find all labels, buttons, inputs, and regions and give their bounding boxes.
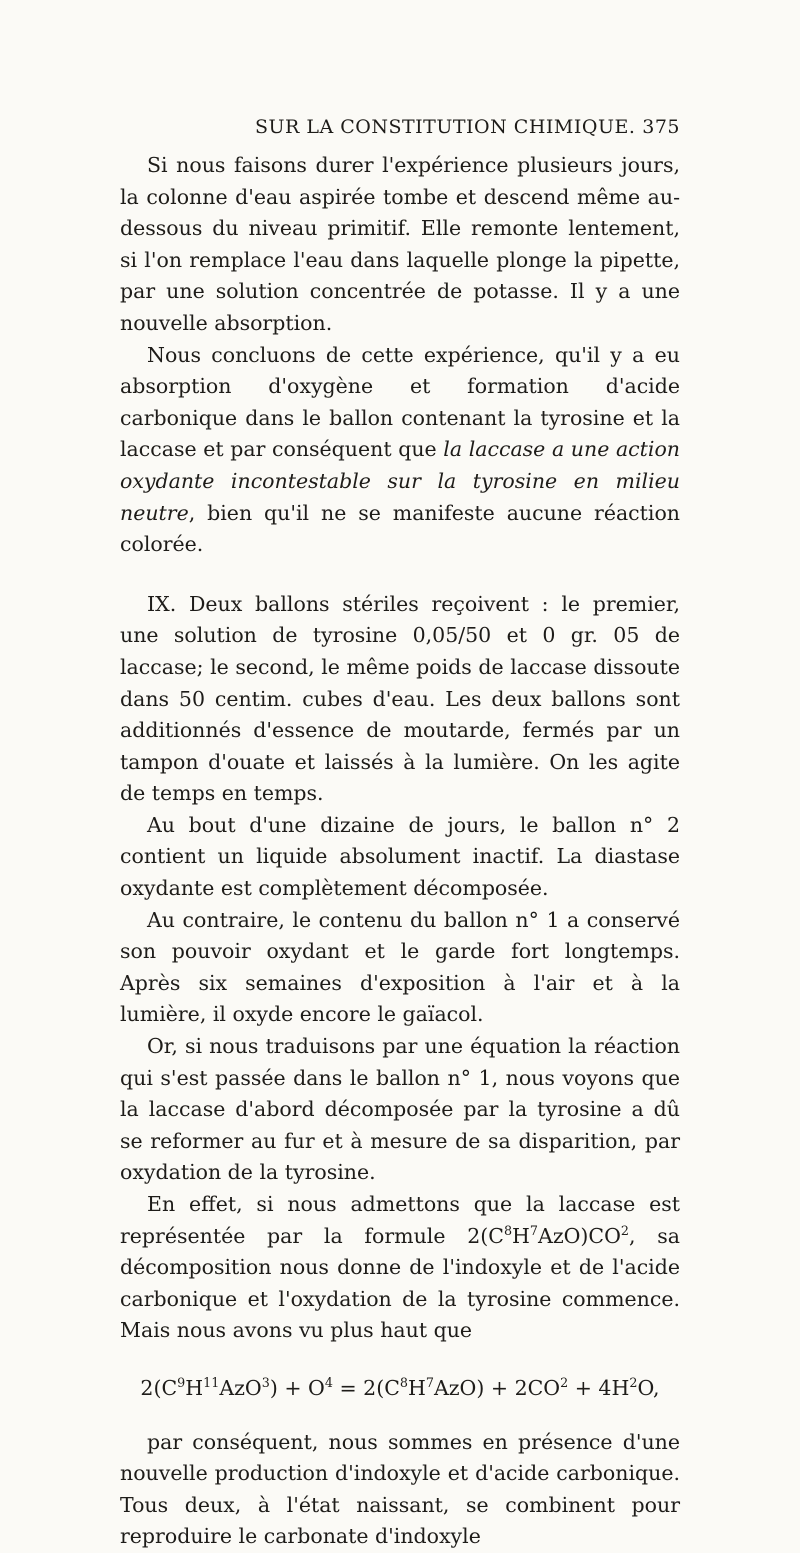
paragraph-8: par conséquent, nous sommes en présence d'une nouvelle production d'indoxyle et d'acide carbonique. Tous deux, à l'état naissant, se combinent pour reproduire le carbonate d'indoxyle xyxy=(120,1429,680,1549)
equation-sup: 4 xyxy=(324,1375,333,1391)
equation-text: H xyxy=(407,1375,426,1400)
running-title: SUR LA CONSTITUTION CHIMIQUE. xyxy=(255,116,636,138)
equation-text: AzO xyxy=(219,1375,262,1400)
equation-text: AzO) + 2CO xyxy=(433,1375,561,1400)
running-header xyxy=(145,116,680,146)
paragraph-1: Si nous faisons durer l'expérience plusieurs jours, la colonne d'eau aspirée tombe et descend même au-dessous du niveau primitif. Elle remonte lentement, si l'on remplace l'eau dans laquelle plonge la pipette, par une solution concentrée de potasse. Il y a une nouvelle absorption. xyxy=(120,153,680,335)
paragraph-7 xyxy=(120,1189,680,1347)
page-number: 375 xyxy=(642,116,680,138)
formula-sup: 8 xyxy=(503,1222,513,1238)
formula-text: H xyxy=(512,1223,530,1248)
paragraph-2-text-end: , bien qu'il ne se manifeste aucune réaction colorée. xyxy=(120,500,680,557)
paragraph-7-text-end: , sa décomposition nous donne de l'indoxyle et de l'acide carbonique et l'oxydation de la tyrosine commence. Mais nous avons vu plus haut que xyxy=(120,1223,680,1343)
paragraph-3: IX. Deux ballons stériles reçoivent : le premier, une solution de tyrosine 0,05/50 et 0 gr. 05 de laccase; le second, le même poids de laccase dissoute dans 50 centim. cubes d'eau. Les deux ballons sont additionnés d'essence de moutarde, fermés par un tampon d'ouate et laissés à la lumière. On les agite de temps en temps. xyxy=(120,591,680,806)
paragraph-4: Au bout d'une dizaine de jours, le ballon n° 2 contient un liquide absolument inactif. La diastase oxydante est complètement décomposée. xyxy=(120,812,680,901)
paragraph-2-text-start: Nous concluons de cette expérience, qu'il y a eu absorption d'oxygène et formation d'acide carbonique dans le ballon contenant la tyrosine et la laccase et par conséquent que xyxy=(120,342,680,462)
equation-sup: 7 xyxy=(425,1375,434,1391)
paragraph-5: Au contraire, le contenu du ballon n° 1 a conservé son pouvoir oxydant et le garde fort longtemps. Après six semaines d'exposition à l'air et à la lumière, il oxyde encore le gaïacol. xyxy=(120,907,680,1027)
equation-text: O, xyxy=(637,1375,660,1400)
formula-text: AzO)CO xyxy=(538,1223,621,1248)
equation-text: = 2(C xyxy=(332,1375,400,1400)
paragraph-6: Or, si nous traduisons par une équation la réaction qui s'est passée dans le ballon n° 1, nous voyons que la laccase d'abord décomposée par la tyrosine a dû se reformer au fur et à mesure de sa disparition, par oxydation de la tyrosine. xyxy=(120,1034,680,1185)
equation-sup: 2 xyxy=(629,1375,638,1391)
paragraph-2 xyxy=(120,340,680,561)
page-body xyxy=(120,150,680,1553)
equation-sup: 9 xyxy=(177,1375,186,1391)
formula-text: En effet, si nous admettons que la laccase est représentée par la formule 2(C xyxy=(120,1192,680,1248)
equation-text: H xyxy=(185,1375,204,1400)
equation-text: 2(C xyxy=(140,1375,178,1400)
equation-sup: 3 xyxy=(261,1375,270,1391)
paragraph-2-italic: la laccase a une action oxydante incontestable sur la tyrosine en milieu neutre xyxy=(120,437,680,525)
equation-sup: 8 xyxy=(399,1375,408,1391)
equation-text: ) + O xyxy=(269,1375,325,1400)
equation-sup: 11 xyxy=(203,1375,220,1391)
chemical-equation xyxy=(120,1373,680,1405)
equation-text: + 4H xyxy=(568,1375,630,1400)
formula-sup: 7 xyxy=(529,1222,539,1238)
formula-sup: 2 xyxy=(620,1222,630,1238)
equation-sup: 2 xyxy=(560,1375,569,1391)
